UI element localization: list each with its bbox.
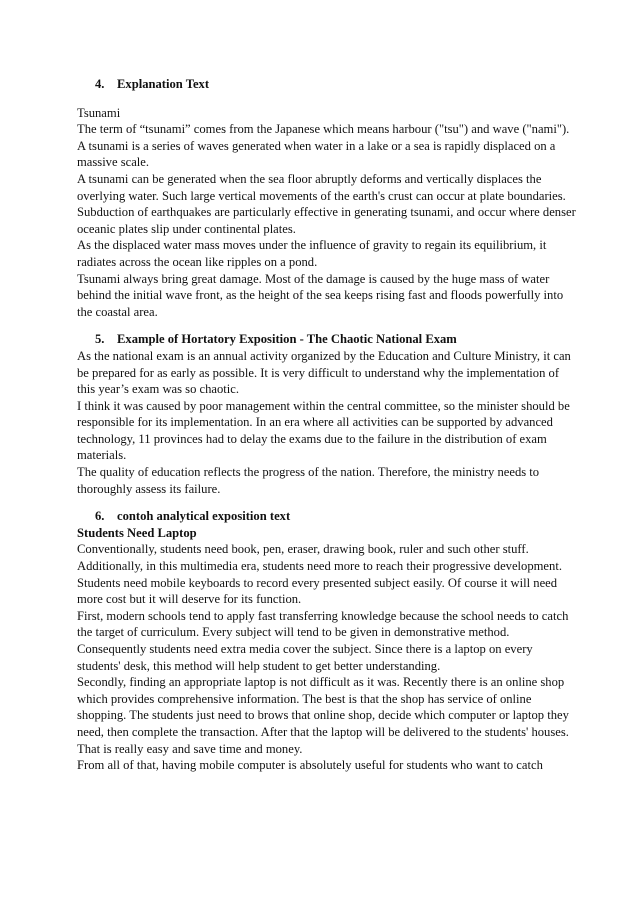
section-heading	[95, 508, 578, 525]
paragraph: First, modern schools tend to apply fast transferring knowledge because the school needs to catch the target of curriculum. Every subject will tend to be given in demonstrative method. Consequently students need extra media cover the subject. Since there is a laptop on every students' desk, this method will help student to get better understanding.	[77, 608, 569, 673]
paragraph: Tsunami always bring great damage. Most of the damage is caused by the huge mass of water behind the initial wave front, as the height of the sea keeps rising fast and floods powerfully into the coastal area.	[77, 271, 564, 319]
paragraph: The quality of education reflects the progress of the nation. Therefore, the ministry needs to thoroughly assess its failure.	[77, 465, 540, 496]
section-hortatory-exposition	[77, 331, 578, 497]
paragraph: Subduction of earthquakes are particularly effective in generating tsunami, and occur where denser oceanic plates slip under continental plates.	[77, 205, 576, 236]
section-title: Example of Hortatory Exposition - The Chaotic National Exam	[117, 332, 457, 347]
section-title: Explanation Text	[117, 77, 210, 91]
paragraph: A tsunami can be generated when the sea floor abruptly deforms and vertically displaces the overlying water. Such large vertical movements of the earth's crust can occur at plate boundaries.	[77, 171, 566, 203]
article-title: Students Need Laptop	[77, 525, 197, 540]
section-number: 4.	[95, 77, 105, 91]
section-explanation-text	[77, 76, 578, 320]
paragraph: Secondly, finding an appropriate laptop is not difficult as it was. Recently there is an online shop which provides comprehensive information. The best is that the shop has service of online shopping. The students just need to brows that online shop, decide which computer or laptop they need, then complete the transaction. After that the laptop will be delivered to the students' houses. That is really easy and save time and money.	[77, 675, 569, 756]
section-analytical-exposition	[77, 508, 578, 774]
paragraph: The term of “tsunami” comes from the Japanese which means harbour ("tsu") and wave ("nami"). A tsunami is a series of waves generated when water in a lake or a sea is rapidly displaced on a massive scale.	[77, 122, 570, 170]
section-heading	[95, 76, 578, 93]
section-number: 5.	[95, 332, 105, 347]
section-title: contoh analytical exposition text	[117, 509, 291, 524]
paragraph: From all of that, having mobile computer is absolutely useful for students who want to catch	[77, 758, 543, 773]
paragraph: As the national exam is an annual activity organized by the Education and Culture Ministry, it can be prepared for as early as possible. It is very difficult to understand why the implementation of this year’s exam was so chaotic.	[77, 348, 571, 397]
paragraph: As the displaced water mass moves under the influence of gravity to regain its equilibrium, it radiates across the ocean like ripples on a pond.	[77, 238, 547, 269]
paragraph: Conventionally, students need book, pen, eraser, drawing book, ruler and such other stuff. Additionally, in this multimedia era, students need more to reach their progressive development. Students need mobile keyboards to record every presented subject easily. Of course it will need more cost but it will deserve for its function.	[77, 542, 562, 607]
section-number: 6.	[95, 509, 105, 524]
section-heading	[95, 331, 578, 348]
paragraph: I think it was caused by poor management within the central committee, so the minister should be responsible for its implementation. In an era where all activities can be supported by advanced technology, 11 provinces had to delay the exams due to the failure in the distribution of exam materials.	[77, 398, 570, 463]
paragraph: Tsunami	[77, 105, 121, 120]
